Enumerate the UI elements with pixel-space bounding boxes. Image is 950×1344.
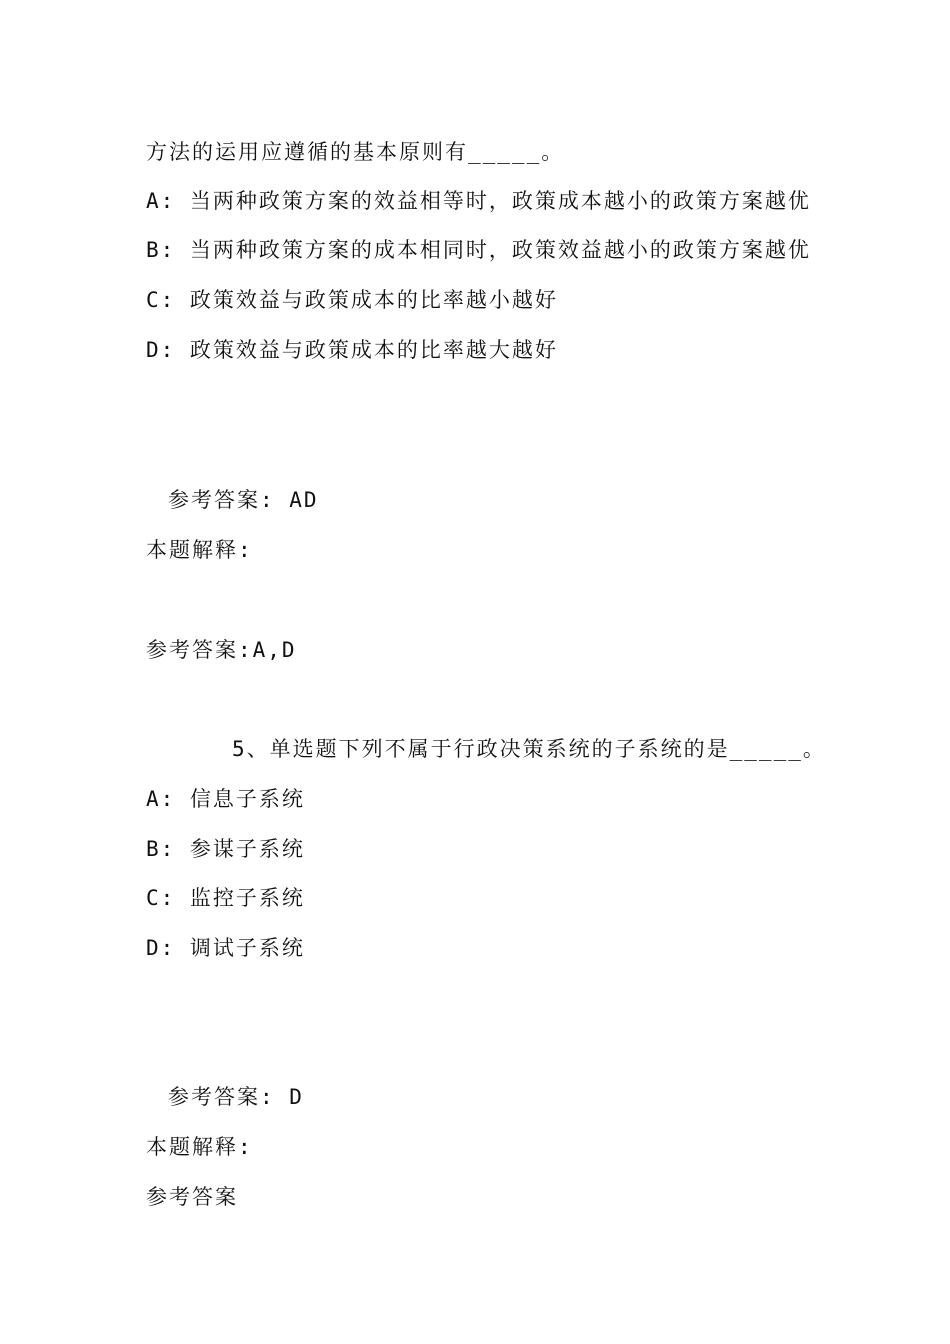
question-4-stem: 方法的运用应遵循的基本原则有_____。 [146,140,565,164]
question-4-option-b: B: 当两种政策方案的成本相同时，政策效益越小的政策方案越优 [146,238,811,262]
question-4-option-a: A: 当两种政策方案的效益相等时，政策成本越小的政策方案越优 [146,189,811,213]
question-5-answer-repeat: 参考答案 [146,1185,238,1209]
question-5-option-c: C: 监控子系统 [146,886,305,910]
question-5-option-d: D: 调试子系统 [146,936,305,960]
question-4-explanation-label: 本题解释: [146,538,253,562]
question-4-answer: 参考答案: AD [168,488,319,512]
question-4-option-d: D: 政策效益与政策成本的比率越大越好 [146,338,558,362]
question-5-option-b: B: 参谋子系统 [146,837,305,861]
question-5-stem: 5、单选题下列不属于行政决策系统的子系统的是_____。 [232,737,826,761]
question-4-answer-repeat: 参考答案:A,D [146,638,297,662]
question-4-option-c: C: 政策效益与政策成本的比率越小越好 [146,288,558,312]
question-5-explanation-label: 本题解释: [146,1135,253,1159]
question-5-answer: 参考答案: D [168,1085,304,1109]
question-5-option-a: A: 信息子系统 [146,787,305,811]
